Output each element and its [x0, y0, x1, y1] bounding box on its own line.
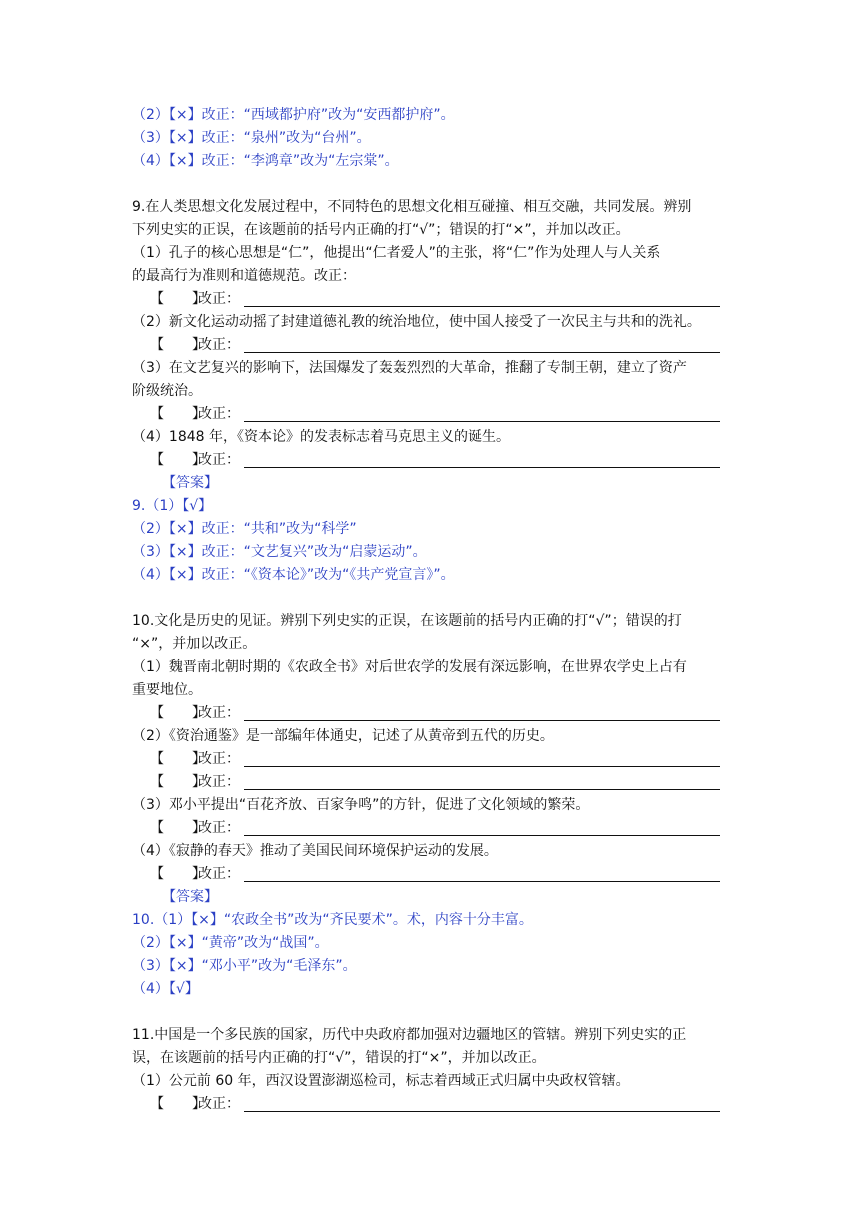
answer-header: 【答案】	[162, 889, 218, 905]
correction-label: 改正：	[198, 337, 240, 353]
judgement-bracket[interactable]: 【 】	[150, 820, 206, 836]
answer-line: 9.（1）【√】	[132, 498, 213, 514]
document-page	[132, 104, 732, 1116]
question-9-item-1: 的最高行为准则和道德规范。改正：	[132, 268, 356, 284]
judgement-bracket[interactable]: 【 】	[150, 337, 206, 353]
answer-blank-row[interactable]	[132, 817, 732, 840]
correction-blank[interactable]	[244, 773, 720, 790]
question-9-item-2: （2）新文化运动动摇了封建道德礼教的统治地位，使中国人接受了一次民主与共和的洗礼。	[132, 314, 701, 330]
question-10-item-1: 重要地位。	[132, 682, 202, 698]
judgement-bracket[interactable]: 【 】	[150, 406, 206, 422]
judgement-bracket[interactable]: 【 】	[150, 705, 206, 721]
correction-blank[interactable]	[244, 865, 720, 882]
question-9-item-4: （4）1848 年，《资本论》的发表标志着马克思主义的诞生。	[132, 429, 510, 445]
answer-line: （2）【×】“黄帝”改为“战国”。	[132, 935, 329, 951]
judgement-bracket[interactable]: 【 】	[150, 291, 206, 307]
question-10-prompt: “×”，并加以改正。	[132, 636, 257, 652]
answer-blank-row[interactable]	[132, 702, 732, 725]
answer-blank-row[interactable]	[132, 771, 732, 794]
judgement-bracket[interactable]: 【 】	[150, 452, 206, 468]
correction-blank[interactable]	[244, 750, 720, 767]
question-9-prompt: 下列史实的正误，在该题前的括号内正确的打“√”；错误的打“×”，并加以改正。	[132, 222, 630, 238]
answer-blank-row[interactable]	[132, 403, 732, 426]
question-10-item-2: （2）《资治通鉴》是一部编年体通史，记述了从黄帝到五代的历史。	[132, 728, 554, 744]
correction-blank[interactable]	[244, 336, 720, 353]
question-11-item-1: （1）公元前 60 年，西汉设置澎湖巡检司，标志着西域正式归属中央政权管辖。	[132, 1073, 630, 1089]
correction-label: 改正：	[198, 820, 240, 836]
question-10-prompt: 10.文化是历史的见证。辨别下列史实的正误，在该题前的括号内正确的打“√”；错误的打	[132, 613, 682, 629]
answer-blank-row[interactable]	[132, 288, 732, 311]
answer-line: （4）【√】	[132, 981, 199, 997]
correction-label: 改正：	[198, 705, 240, 721]
correction-blank[interactable]	[244, 1095, 720, 1112]
question-9-item-1: （1）孔子的核心思想是“仁”，他提出“仁者爱人”的主张，将“仁”作为处理人与人关系	[132, 245, 661, 261]
answer-blank-row[interactable]	[132, 863, 732, 886]
answer-blank-row[interactable]	[132, 1093, 732, 1116]
judgement-bracket[interactable]: 【 】	[150, 1096, 206, 1112]
answer-line: （3）【×】改正：“泉州”改为“台州”。	[132, 130, 371, 146]
correction-blank[interactable]	[244, 704, 720, 721]
correction-label: 改正：	[198, 1096, 240, 1112]
correction-blank[interactable]	[244, 451, 720, 468]
question-9-item-3: 阶级统治。	[132, 383, 202, 399]
judgement-bracket[interactable]: 【 】	[150, 866, 206, 882]
answer-line: （3）【×】改正：“文艺复兴”改为“启蒙运动”。	[132, 544, 427, 560]
question-10-item-1: （1）魏晋南北朝时期的《农政全书》对后世农学的发展有深远影响，在世界农学史上占有	[132, 659, 687, 675]
answer-blank-row[interactable]	[132, 334, 732, 357]
question-11-prompt: 11.中国是一个多民族的国家，历代中央政府都加强对边疆地区的管辖。辨别下列史实的正	[132, 1027, 687, 1043]
answer-line: （3）【×】“邓小平”改为“毛泽东”。	[132, 958, 357, 974]
answer-blank-row[interactable]	[132, 449, 732, 472]
answer-line: （2）【×】改正：“共和”改为“科学”	[132, 521, 357, 537]
correction-label: 改正：	[198, 291, 240, 307]
correction-blank[interactable]	[244, 290, 720, 307]
correction-blank[interactable]	[244, 819, 720, 836]
judgement-bracket[interactable]: 【 】	[150, 774, 206, 790]
answer-header: 【答案】	[162, 475, 218, 491]
answer-line: （4）【×】改正：“李鸿章”改为“左宗棠”。	[132, 153, 399, 169]
correction-blank[interactable]	[244, 405, 720, 422]
correction-label: 改正：	[198, 774, 240, 790]
judgement-bracket[interactable]: 【 】	[150, 751, 206, 767]
correction-label: 改正：	[198, 452, 240, 468]
question-10-item-3: （3）邓小平提出“百花齐放、百家争鸣”的方针，促进了文化领域的繁荣。	[132, 797, 590, 813]
correction-label: 改正：	[198, 866, 240, 882]
correction-label: 改正：	[198, 751, 240, 767]
answer-blank-row[interactable]	[132, 748, 732, 771]
question-9-prompt: 9.在人类思想文化发展过程中，不同特色的思想文化相互碰撞、相互交融，共同发展。辨别	[132, 199, 692, 215]
question-11-prompt: 误，在该题前的括号内正确的打“√”，错误的打“×”，并加以改正。	[132, 1050, 546, 1066]
correction-label: 改正：	[198, 406, 240, 422]
question-9-item-3: （3）在文艺复兴的影响下，法国爆发了轰轰烈烈的大革命，推翻了专制王朝，建立了资产	[132, 360, 687, 376]
question-10-item-4: （4）《寂静的春天》推动了美国民间环境保护运动的发展。	[132, 843, 498, 859]
answer-line: （2）【×】改正：“西域都护府”改为“安西都护府”。	[132, 107, 455, 123]
answer-line: 10.（1）【×】“农政全书”改为“齐民要术”。术，内容十分丰富。	[132, 912, 533, 928]
answer-line: （4）【×】改正：“《资本论》”改为“《共产党宣言》”。	[132, 567, 455, 583]
